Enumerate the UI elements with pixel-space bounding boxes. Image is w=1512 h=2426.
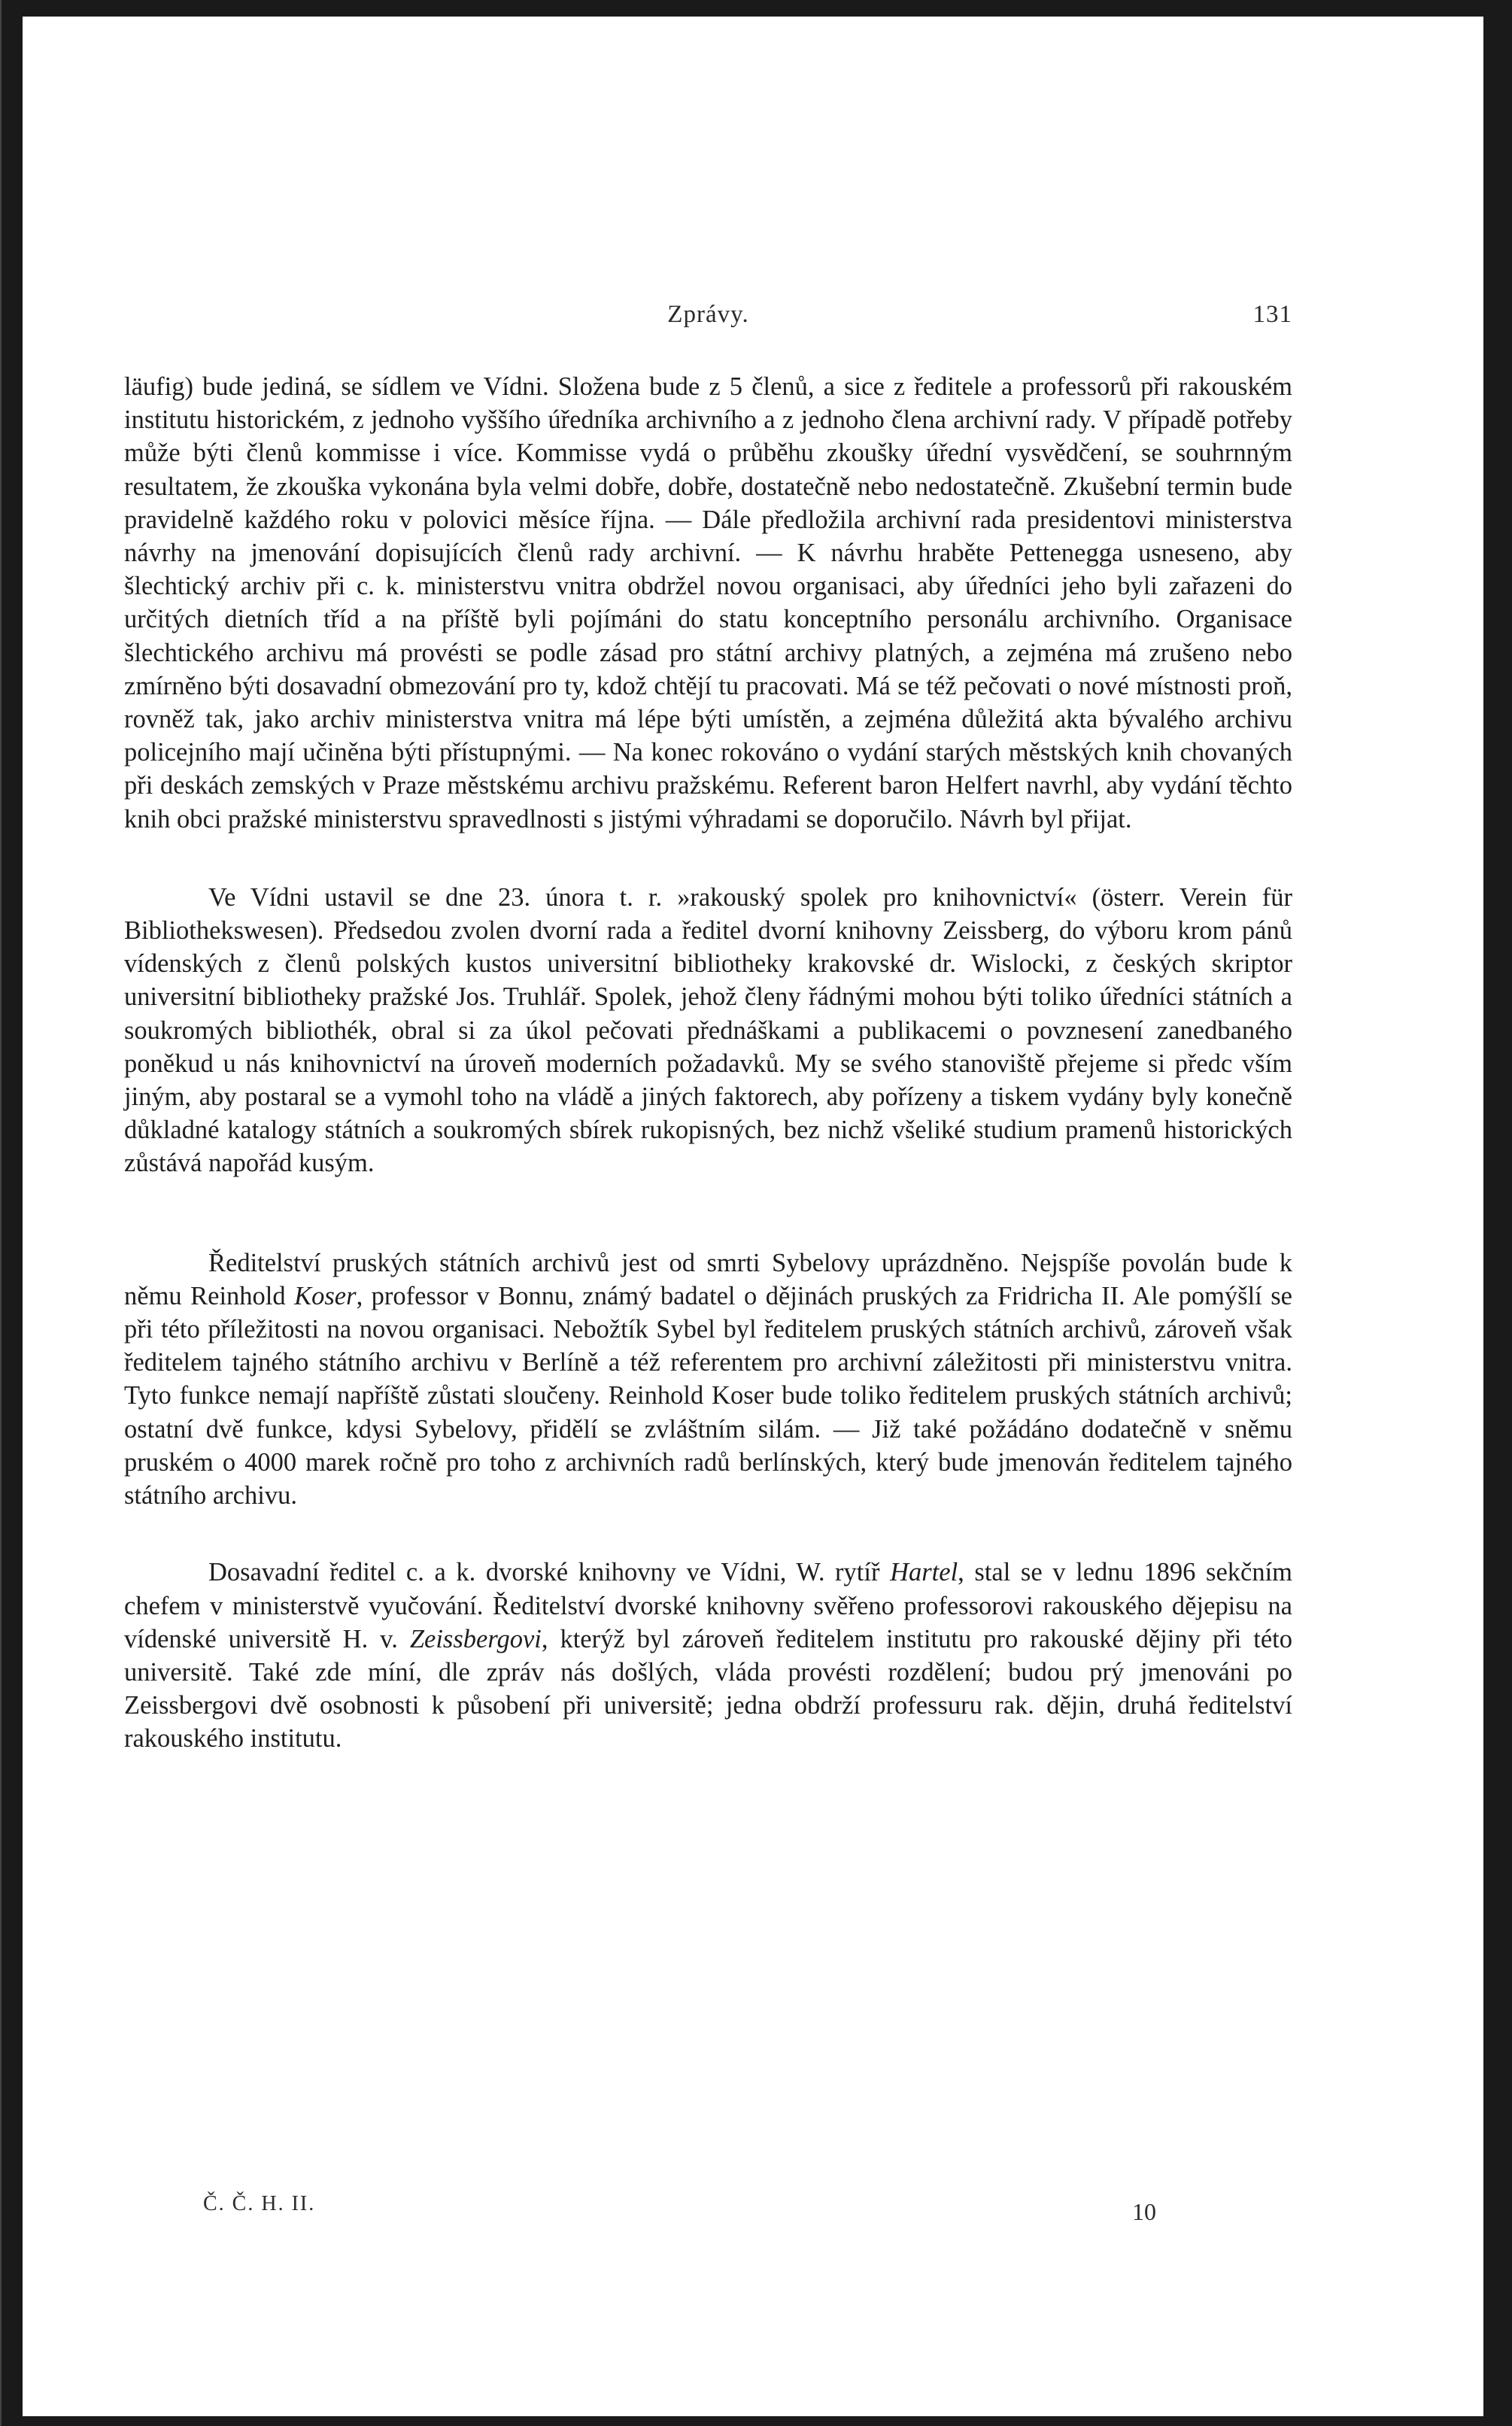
scan-edge [0, 0, 2, 2426]
text-segment: Dosavadní ředitel c. a k. dvorské knihovny ve Vídni, W. rytíř [208, 1558, 891, 1587]
paragraph-continuation: läufig) bude jediná, se sídlem ve Vídni. Složena bude z 5 členů, a sice z ředitele a professorů při rakouském institutu historickém, z jednoho vyššího úředníka archivního a z jednoho člena archivní rady. V případě potřeby může býti členů kommisse i více. Kommisse vydá o průběhu zkoušky úřední vysvědčení, se souhrnným resultatem, že zkouška vykonána byla velmi dobře, dobře, dostatečně nebo nedostatečně. Zkušební termin bude pravidelně každého roku v polovici měsíce října. — Dále předložila archivní rada presidentovi ministerstva návrhy na jmenování dopisujících členů rady archivní. — K návrhu hraběte Pettenegga usneseno, aby šlechtický archiv při c. k. ministerstvu vnitra obdržel novou organisaci, aby úředníci jeho byli zařazeni do určitých dietních tříd a na příště byli pojímáni do statu konceptního personálu archivního. Organisace šlechtického archivu má provésti se podle zásad pro státní archivy platných, a zejména má zrušeno nebo zmírněno býti dosavadní obmezování pro ty, kdož chtějí tu pracovati. Má se též pečovati o nové místnosti proň, rovněž tak, jako archiv ministerstva vnitra má lépe býti umístěn, a zejména důležitá akta bývalého archivu policejního mají učiněna býti přístupnými. — Na konec rokováno o vydání starých městských knih chovaných při deskách zemských v Praze městskému archivu pražskému. Referent baron Helfert navrhl, aby vydání těchto knih obci pražské ministerstvu spravedlnosti s jistými výhradami se doporučilo. Návrh byl přijat. [124, 372, 1292, 833]
text-segment: Ředitelství pruských státních archivů jest od smrti Sybelovy uprázdněno. Nejspíše povolán bude k němu Reinhold [124, 1248, 1292, 1310]
italic-name-zeissberg: Zeissbergovi [409, 1624, 542, 1653]
page-header [124, 301, 1292, 339]
page-number: 131 [1252, 301, 1292, 328]
italic-name-hartel: Hartel [890, 1558, 958, 1587]
italic-name-koser: Koser [294, 1281, 357, 1310]
running-title: Zprávy. [667, 301, 749, 328]
page-footer [203, 2192, 1181, 2230]
sheet-number: 10 [1132, 2198, 1156, 2225]
article-body [124, 370, 1292, 1756]
text-segment: , kterýž byl zároveň ředitelem institutu pro rakouské dějiny při této universitě. Také zde míní, dle zpráv nás došlých, vláda provésti rozdělení; budou prý jmenováni po Zeissbergovi dvě osobnosti k působení při universitě; jedna obdrží professuru rak. dějin, druhá ředitelství rakouského institutu. [124, 1624, 1293, 1753]
text-segment: , professor v Bonnu, známý badatel o dějinách pruských za Fridricha II. Ale pomýšlí se při této příležitosti na novou organisaci. Nebožtík Sybel byl ředitelem pruských státních archivů, zároveň však ředitelem tajného státního archivu v Berlíně a též referentem pro archivní záležitosti při ministerstvu vnitra. Tyto funkce nemají napříště zůstati sloučeny. Reinhold Koser bude toliko ředitelem pruských státních archivů; ostatní dvě funkce, kdysi Sybelovy, přidělí se zvláštním silám. — Již také požádáno dodatečně v sněmu pruském o 4000 marek ročně pro toho z archivních radů berlínských, který bude jmenován ředitelem tajného státního archivu. [124, 1281, 1292, 1511]
text-segment: , stal se v lednu 1896 sekčním chefem v ministerstvě vyučování. Ředitelství dvorské knihovny svěřeno professorovi rakouského dějepisu na vídenské universitě H. v. [124, 1558, 1292, 1653]
paragraph-prussian-archives [124, 1246, 1292, 1513]
printer-signature: Č. Č. H. II. [203, 2192, 316, 2215]
paragraph-court-library [124, 1556, 1292, 1755]
paragraph-library-association: Ve Vídni ustavil se dne 23. února t. r. »rakouský spolek pro knihovnictví« (österr. Verein für Bibliothekswesen). Předsedou zvolen dvorní rada a ředitel dvorní knihovny Zeissberg, do výboru krom pánů vídenských z členů polských kustos universitní bibliotheky krakovské dr. Wislocki, z českých skriptor universitní bibliotheky pražské Jos. Truhlář. Spolek, jehož členy řádnými mohou býti toliko úředníci státních a soukromých bibliothék, obral si za úkol pečovati přednáškami a publikacemi o povznesení zanedbaného poněkud u nás knihovnictví na úroveň moderních požadavků. My se svého stanoviště přejeme si předc vším jiným, aby postaral se a vymohl toho na vládě a jiných faktorech, aby pořízeny a tiskem vydány byly konečně důkladné katalogy státních a soukromých sbírek rukopisných, bez nichž všeliké studium pramenů historických zůstává napořád kusým. [124, 882, 1292, 1178]
book-page [23, 17, 1483, 2416]
